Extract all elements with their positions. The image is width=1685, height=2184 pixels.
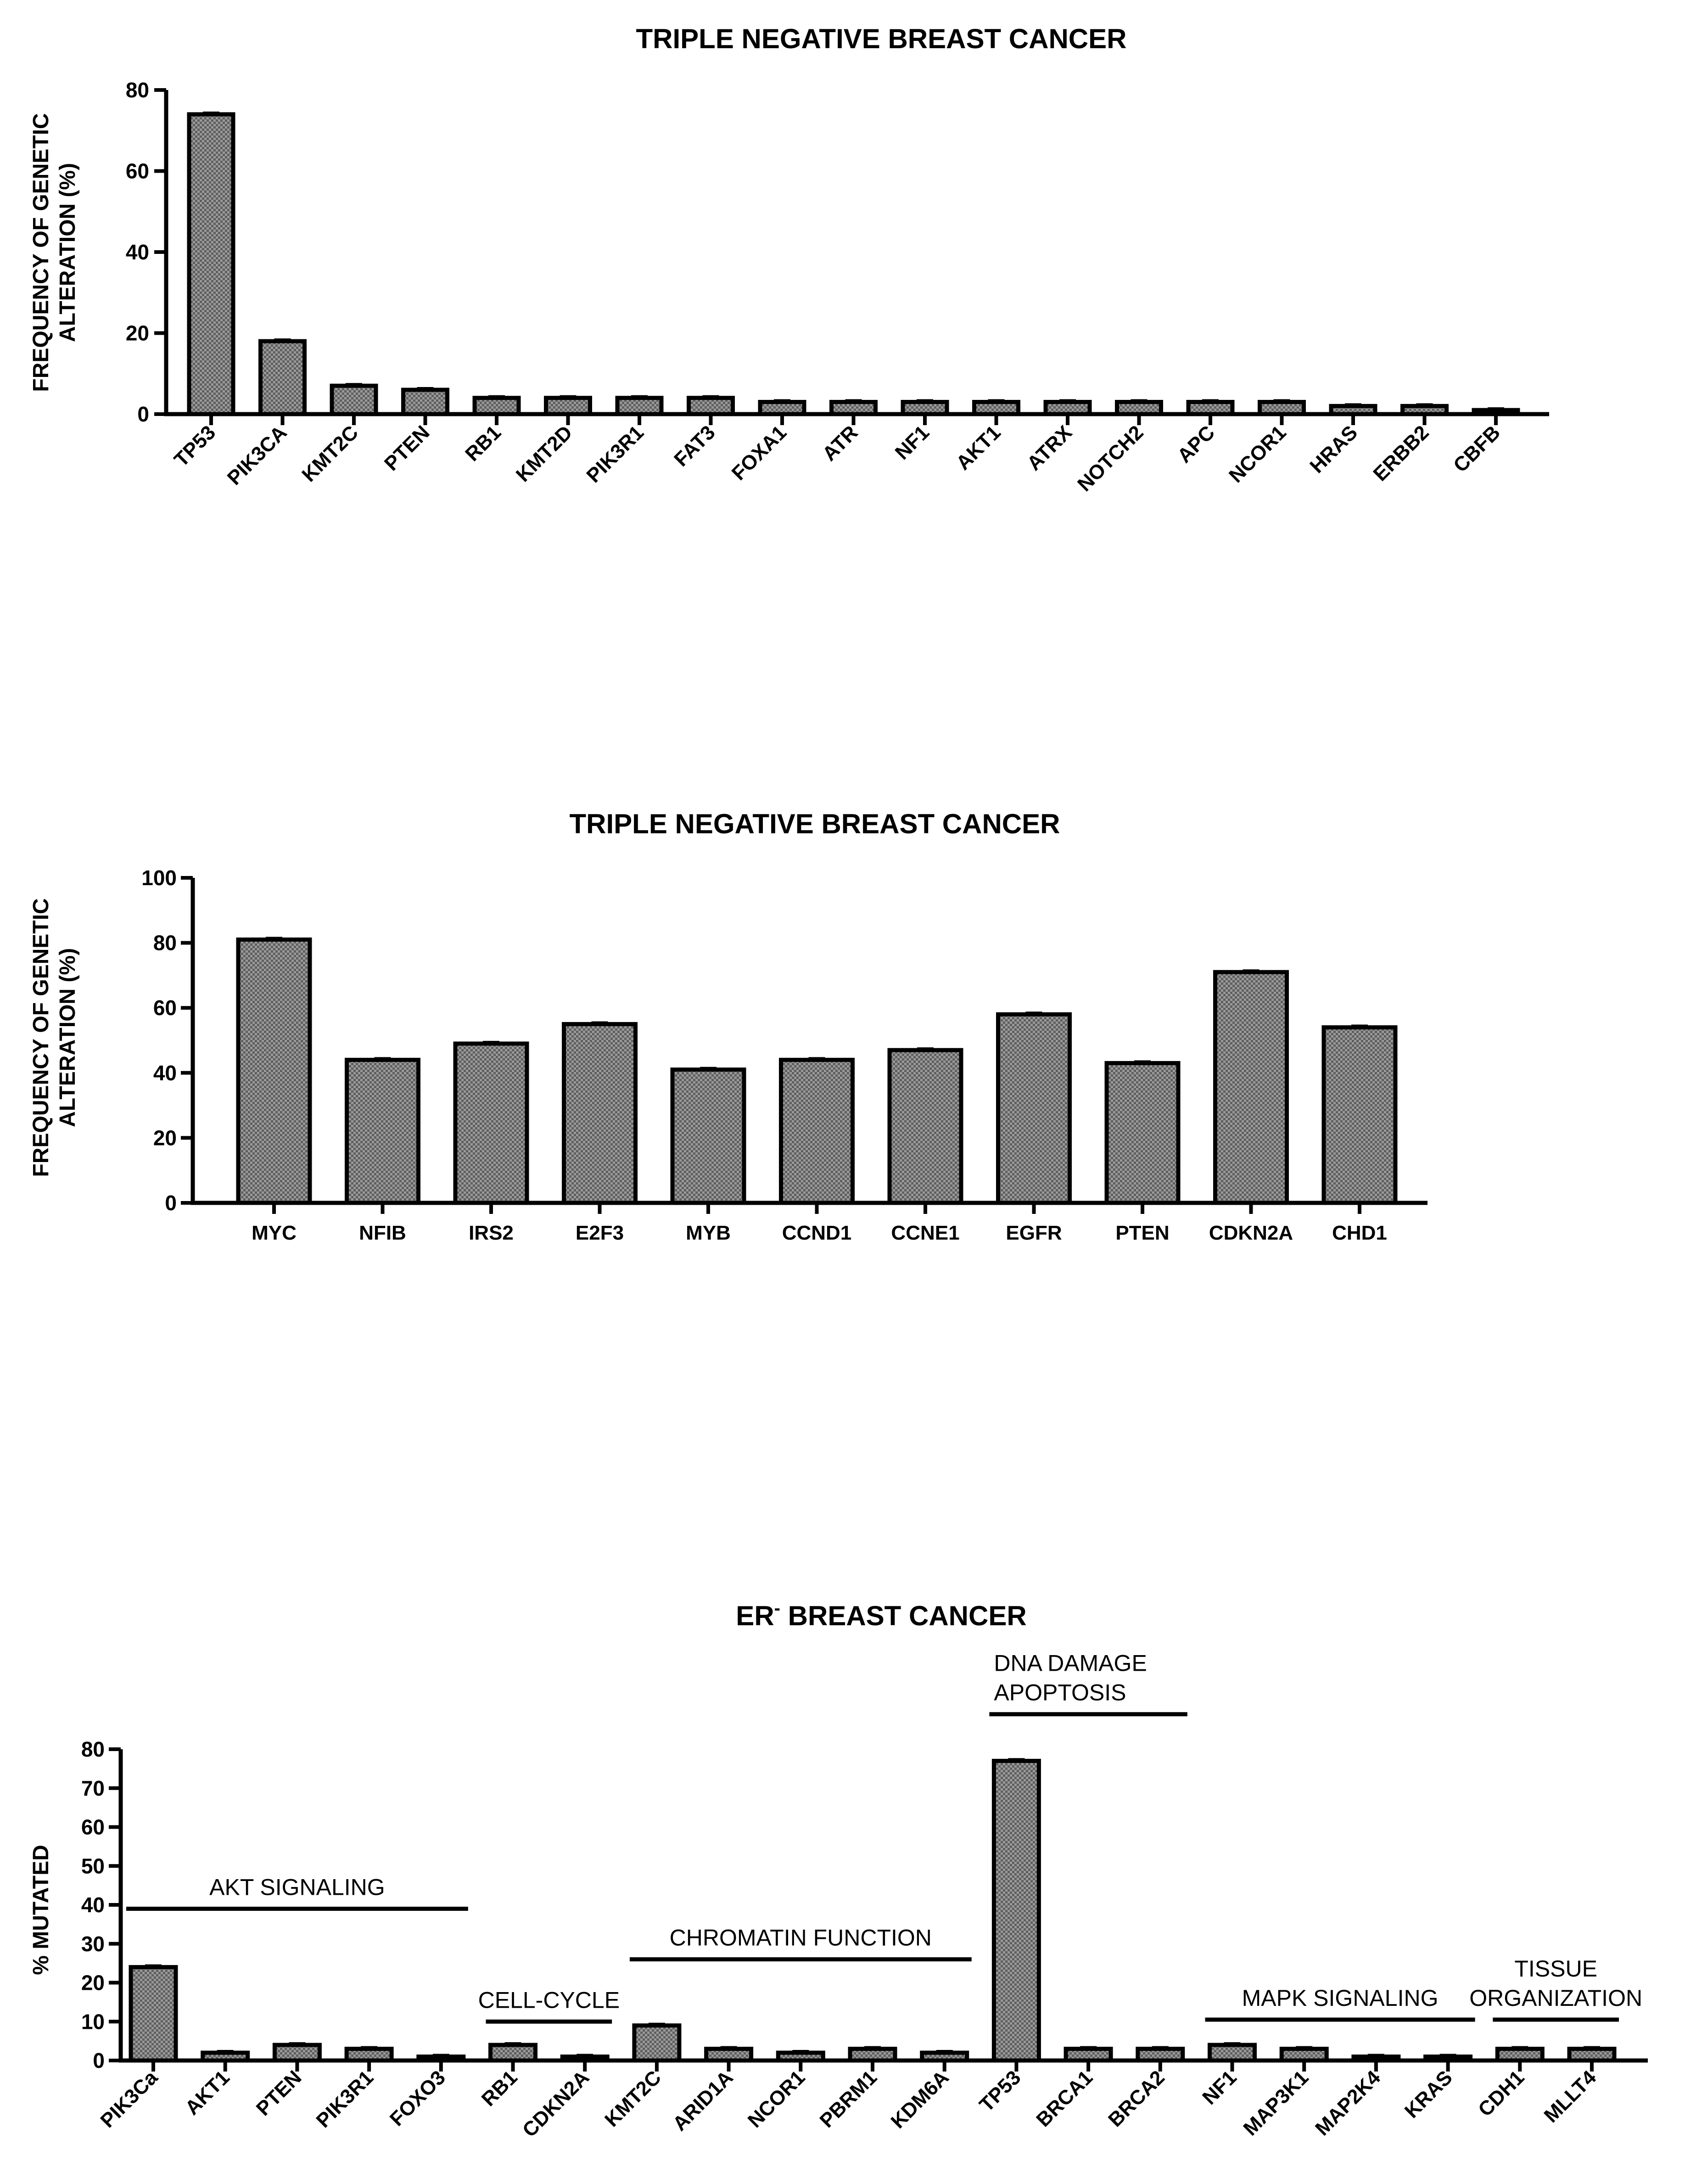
chart-2-ytick-label: 80 — [153, 931, 177, 955]
xtick-label: IRS2 — [469, 1222, 514, 1244]
xtick-label: FOXA1 — [727, 421, 791, 485]
group-label: DNA DAMAGE — [994, 1650, 1147, 1676]
xtick-label: CCNE1 — [891, 1222, 960, 1244]
bar-nf1 — [1210, 2045, 1255, 2060]
xtick-label: ERBB2 — [1369, 421, 1433, 486]
bar-pten — [274, 2045, 319, 2060]
chart-3-ytick-label: 30 — [81, 1931, 105, 1956]
chart-1-title: TRIPLE NEGATIVE BREAST CANCER — [636, 23, 1127, 54]
xtick-label: E2F3 — [575, 1222, 624, 1244]
xtick-label: CDKN2A — [1209, 1222, 1293, 1244]
xtick-label: MAP2K4 — [1311, 2066, 1385, 2140]
chart-2-ytick-label: 20 — [153, 1126, 177, 1150]
xtick-label: PBRM1 — [815, 2066, 882, 2132]
chart-3-title-er: ER — [736, 1600, 774, 1631]
xtick-label: PIK3R1 — [582, 421, 649, 488]
bar-kmt2d — [546, 398, 590, 414]
group-label: CELL-CYCLE — [478, 1987, 620, 2013]
chart-2-ylabel-line2: ALTERATION (%) — [56, 948, 80, 1128]
chart-2 — [29, 808, 1427, 1244]
bar-tp53 — [994, 1761, 1039, 2060]
xtick-label: PIK3CA — [223, 421, 291, 490]
xtick-label: NCOR1 — [743, 2066, 810, 2132]
chart-3-ytick-label: 70 — [81, 1776, 105, 1800]
xtick-label: KRAS — [1400, 2066, 1457, 2123]
chart-1-ytick-label: 40 — [125, 240, 149, 264]
group-label: APOPTOSIS — [994, 1679, 1126, 1706]
chart-3-ytick-label: 10 — [81, 2010, 105, 2034]
xtick-label: HRAS — [1305, 421, 1362, 478]
chart-3-title-rest: BREAST CANCER — [780, 1600, 1027, 1631]
chart-2-ylabel — [29, 898, 80, 1177]
xtick-label: MYC — [252, 1222, 297, 1244]
xtick-label: EGFR — [1006, 1222, 1062, 1244]
chart-3-axes — [121, 1749, 1648, 2060]
chart-1-ytick-label: 80 — [125, 78, 149, 102]
xtick-label: ATR — [818, 421, 862, 466]
chart-3-ytick-label: 50 — [81, 1854, 105, 1878]
chart-1-ytick-label: 0 — [137, 402, 149, 426]
xtick-label: NCOR1 — [1225, 421, 1291, 487]
chart-1-ytick-label: 20 — [125, 321, 149, 345]
bar-myc — [238, 940, 310, 1203]
xtick-label: NFIB — [359, 1222, 406, 1244]
xtick-label: NF1 — [1198, 2066, 1241, 2109]
bar-pik3ca — [131, 1967, 176, 2060]
xtick-label: CCND1 — [782, 1222, 852, 1244]
group-label: MAPK SIGNALING — [1242, 1985, 1439, 2011]
chart-1-axes — [166, 90, 1549, 414]
xtick-label: AKT1 — [180, 2066, 234, 2120]
chart-2-ylabel-line1: FREQUENCY OF GENETIC — [29, 898, 53, 1177]
chart-3-title — [736, 1598, 1026, 1631]
xtick-label: TP53 — [170, 421, 220, 472]
chart-3-ytick-label: 40 — [81, 1893, 105, 1917]
xtick-label: KMT2D — [511, 421, 577, 487]
xtick-label: BRCA2 — [1104, 2066, 1169, 2132]
xtick-label: TP53 — [975, 2066, 1025, 2117]
bar-pik3r1 — [617, 398, 661, 414]
xtick-label: PIK3Ca — [96, 2066, 162, 2133]
bar-kmt2c — [634, 2026, 679, 2060]
xtick-label: PTEN — [380, 421, 434, 476]
xtick-label: ATRX — [1023, 421, 1077, 475]
bar-ccnd1 — [781, 1060, 853, 1203]
bar-cdkn2a — [1215, 972, 1287, 1203]
xtick-label: RB1 — [461, 421, 506, 466]
xtick-label: NOTCH2 — [1073, 421, 1148, 496]
xtick-label: MYB — [686, 1222, 731, 1244]
xtick-label: CDKN2A — [518, 2066, 594, 2142]
chart-1-ylabel — [29, 113, 80, 392]
chart-3-ylabel-line1: % MUTATED — [29, 1845, 53, 1975]
chart-3-ylabel — [29, 1845, 53, 1975]
bar-fat3 — [689, 398, 733, 414]
bar-egfr — [998, 1014, 1070, 1203]
xtick-label: PTEN — [252, 2066, 306, 2121]
chart-2-ytick-label: 60 — [153, 996, 177, 1020]
chart-3 — [29, 1598, 1648, 2142]
bar-myb — [672, 1070, 744, 1203]
xtick-label: CHD1 — [1332, 1222, 1387, 1244]
xtick-label: AKT1 — [952, 421, 1005, 475]
group-label: TISSUE — [1514, 1956, 1597, 1982]
xtick-label: PTEN — [1115, 1222, 1170, 1244]
bar-nfib — [347, 1060, 419, 1203]
bar-e2f3 — [564, 1024, 636, 1203]
xtick-label: MLLT4 — [1539, 2066, 1601, 2128]
bar-rb1 — [491, 2045, 536, 2060]
chart-1-ylabel-line1: FREQUENCY OF GENETIC — [29, 113, 53, 392]
bar-chd1 — [1324, 1027, 1395, 1203]
xtick-label: ARID1A — [668, 2066, 738, 2135]
xtick-label: FAT3 — [670, 421, 720, 471]
bar-ccne1 — [890, 1050, 961, 1203]
group-label: CHROMATIN FUNCTION — [669, 1925, 932, 1951]
group-label: ORGANIZATION — [1469, 1985, 1643, 2011]
xtick-label: APC — [1173, 421, 1220, 467]
xtick-label: KDM6A — [886, 2066, 953, 2133]
xtick-label: MAP3K1 — [1239, 2066, 1313, 2140]
chart-1-ytick-label: 60 — [125, 159, 149, 183]
group-label: AKT SIGNALING — [209, 1874, 385, 1900]
xtick-label: BRCA1 — [1032, 2066, 1097, 2132]
xtick-label: RB1 — [477, 2066, 522, 2111]
bar-rb1 — [475, 398, 519, 414]
chart-1-ylabel-line2: ALTERATION (%) — [56, 163, 80, 342]
bar-kmt2c — [332, 386, 376, 414]
chart-2-ytick-label: 40 — [153, 1061, 177, 1085]
xtick-label: KMT2C — [297, 421, 363, 487]
xtick-label: CBFB — [1449, 421, 1505, 477]
bar-tp53 — [189, 114, 233, 414]
bar-pten — [1107, 1063, 1178, 1203]
chart-3-ytick-label: 20 — [81, 1971, 105, 1995]
chart-3-ytick-label: 60 — [81, 1815, 105, 1839]
xtick-label: PIK3R1 — [312, 2066, 378, 2133]
chart-3-ytick-label: 80 — [81, 1737, 105, 1761]
bar-pik3ca — [261, 341, 305, 414]
xtick-label: FOXO3 — [385, 2066, 450, 2131]
chart-1 — [29, 23, 1549, 496]
xtick-label: CDH1 — [1474, 2066, 1529, 2121]
chart-2-ytick-label: 100 — [141, 866, 177, 890]
bar-pten — [403, 390, 448, 414]
chart-2-title: TRIPLE NEGATIVE BREAST CANCER — [569, 808, 1060, 839]
chart-2-ytick-label: 0 — [165, 1191, 177, 1215]
chart-3-title-superscript: - — [774, 1598, 780, 1618]
xtick-label: NF1 — [890, 421, 934, 464]
chart-3-ytick-label: 0 — [93, 2049, 105, 2072]
bar-irs2 — [455, 1044, 527, 1203]
xtick-label: KMT2C — [600, 2066, 666, 2132]
